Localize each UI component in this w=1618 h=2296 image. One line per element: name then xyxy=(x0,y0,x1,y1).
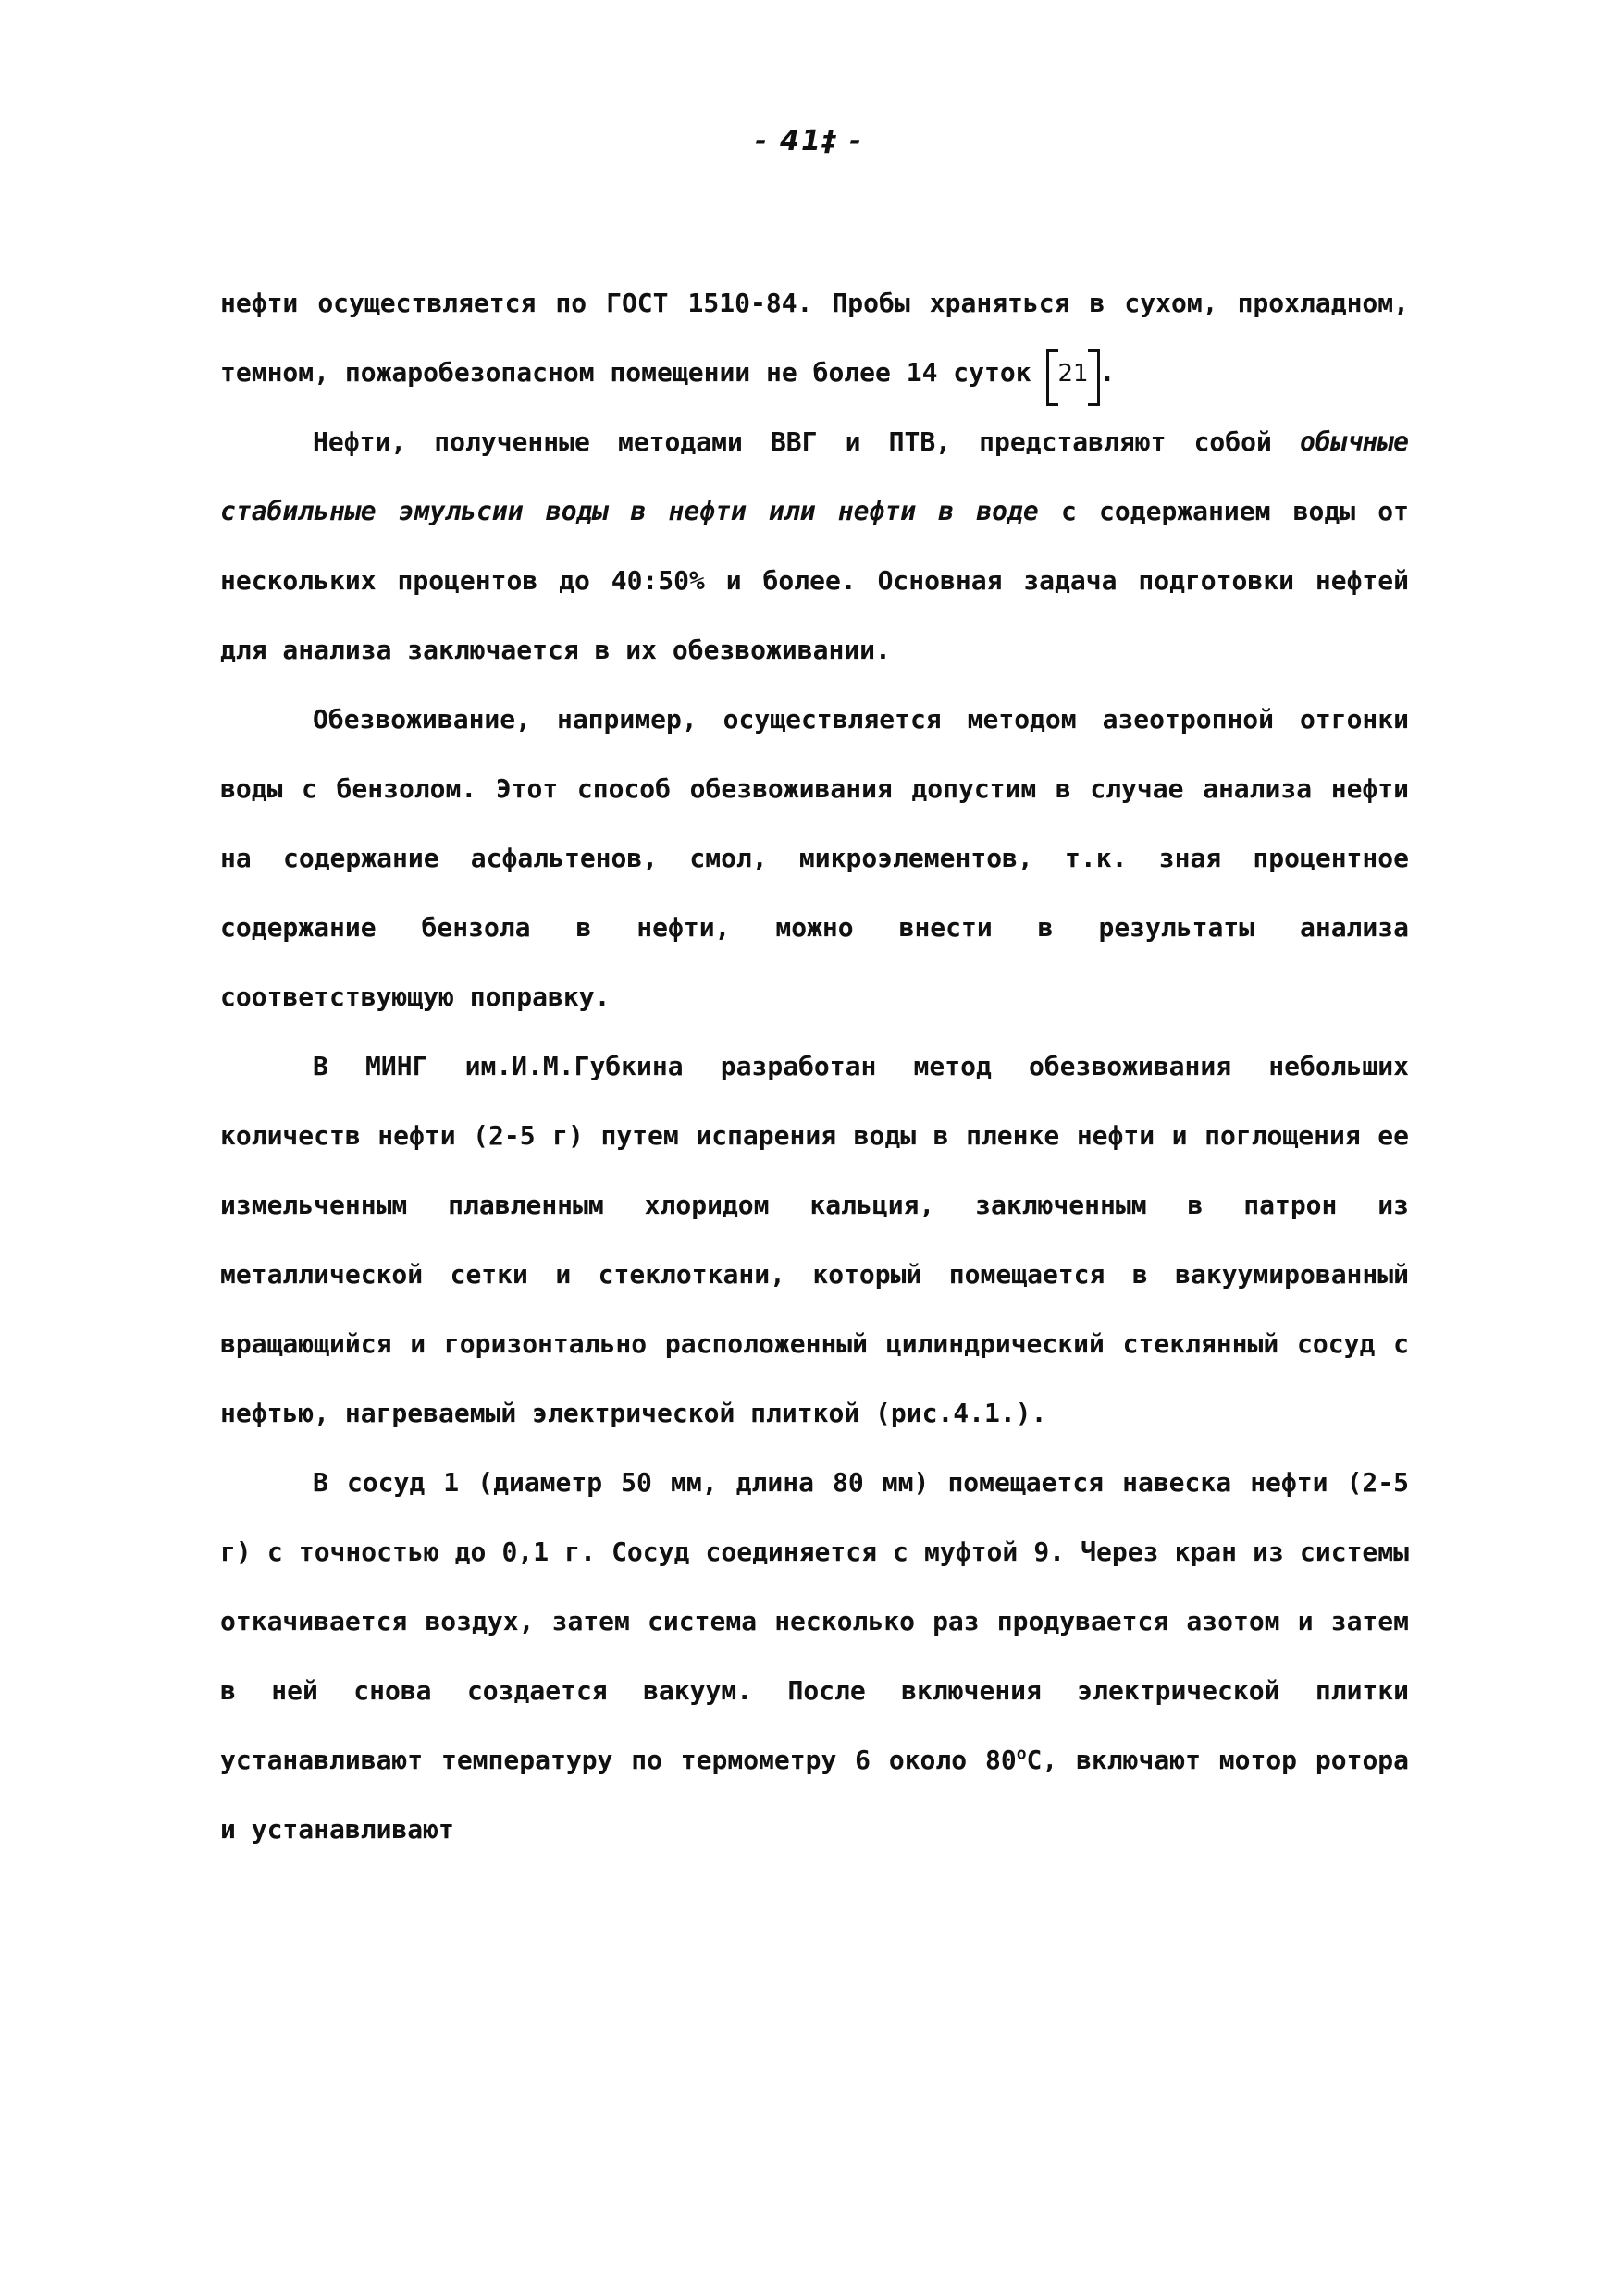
paragraph-1-tail: . xyxy=(1099,357,1116,388)
paragraph-3: Обезвоживание, например, осуществляется методом азеотропной отгонки воды с бензолом. Этот способ обезвоживания допустим в случае анализа нефти на содержание асфальтенов, смол, микроэлементов, т.к. зная процентное содержание бензола в нефти, можно внести в результаты анализа соответствующую поправку. xyxy=(220,704,1409,1012)
paragraph-2-rest: с содержанием воды от нескольких процентов до 40:50% и более. Основная задача подготовки нефтей для анализа заключается в их обезвоживании. xyxy=(220,496,1410,665)
paragraph-1-text: нефти осуществляется по ГОСТ 1510-84. Пробы храняться в сухом, прохладном, темном, пожаробезопасном помещении не более 14 суток xyxy=(220,288,1409,388)
page-number: - 41‡ - xyxy=(755,125,863,157)
paragraph-5-text: В сосуд 1 (диаметр 50 мм, длина 80 мм) помещается навеска нефти (2-5 г) с точностью до 0,1 г. Сосуд соединяется с муфтой 9. Через кран из системы откачивается воздух, затем система несколько раз продувается азотом и затем в ней снова создается вакуум. После включения электрической плитки устанавливают температуру по термометру 6 около 80 xyxy=(220,1467,1409,1775)
reference-number: 21 xyxy=(1057,360,1089,388)
paragraph-2-lead: Нефти, полученные методами ВВГ и ПТВ, представляют собой xyxy=(313,426,1272,457)
reference-bracket xyxy=(1046,354,1099,393)
paragraph-5 xyxy=(220,1448,1409,1864)
paragraph-4: В МИНГ им.И.М.Губкина разработан метод обезвоживания небольших количеств нефти (2-5 г) путем испарения воды в пленке нефти и поглощения ее измельченным плавленным хлоридом кальция, заключенным в патрон из металлической сетки и стеклоткани, который помещается в вакуумированный вращающийся и горизонтально расположенный цилиндрический стеклянный сосуд с нефтью, нагреваемый электрической плиткой (рис.4.1.). xyxy=(220,1051,1409,1428)
paragraph-2 xyxy=(220,407,1409,685)
paragraph-1 xyxy=(220,268,1409,407)
paragraph-5-tail: С, включают мотор ротора и устанавливают xyxy=(220,1745,1410,1845)
paragraph-2-italic: обычные стабильные эмульсии воды в нефти или нефти в воде xyxy=(220,426,1410,526)
body-text xyxy=(220,268,1409,1864)
degree-sign: o xyxy=(1016,1744,1027,1764)
